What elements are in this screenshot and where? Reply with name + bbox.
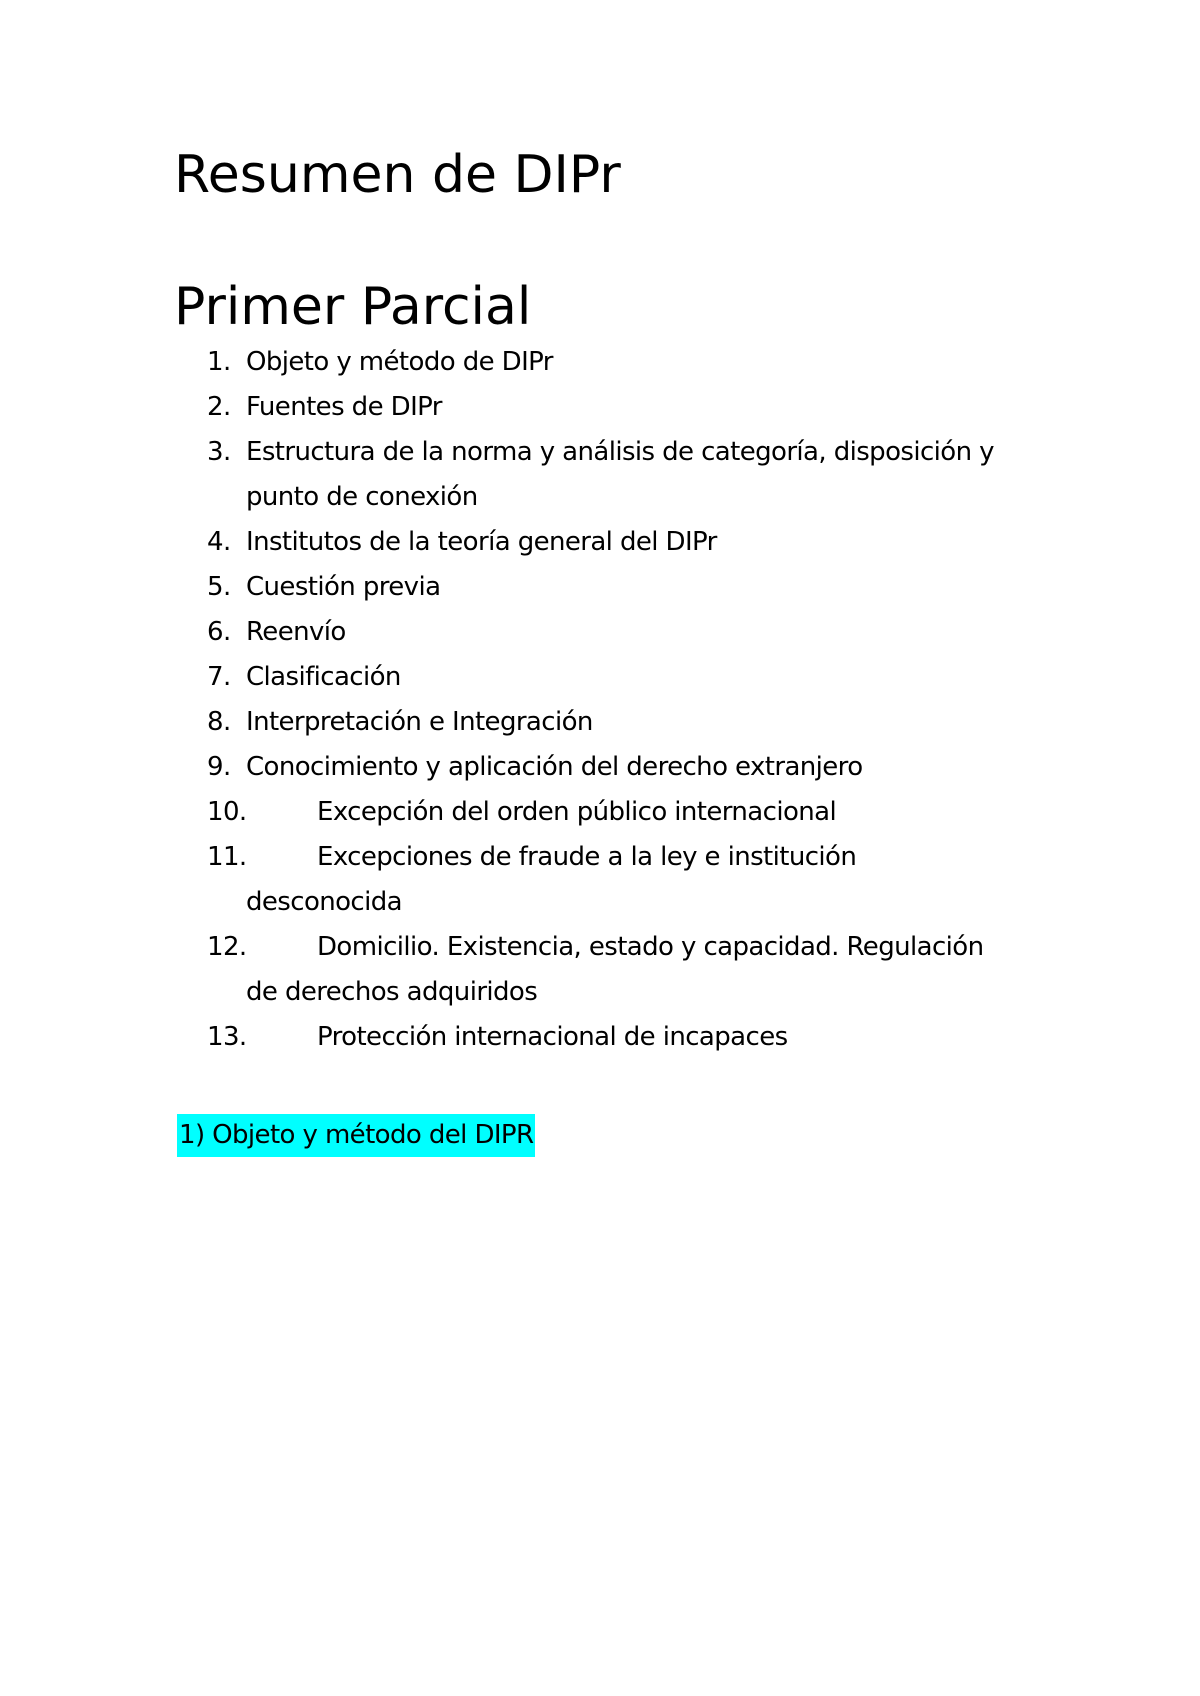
list-item-text: Domicilio. Existencia, estado y capacidad. Regulación [317, 932, 984, 962]
list-item [0, 790, 1200, 835]
list-item [0, 1015, 1200, 1060]
list-item [0, 655, 1200, 700]
list-item-number: 12. [207, 932, 247, 962]
list-item-number: 6. [207, 617, 231, 647]
list-item [0, 610, 1200, 655]
list-item [0, 745, 1200, 790]
list-item-number: 7. [207, 662, 231, 692]
list-item [0, 385, 1200, 430]
list-item-number: 13. [207, 1022, 247, 1052]
list-item-number: 10. [207, 797, 247, 827]
list-item-number: 8. [207, 707, 231, 737]
list-item-number: 2. [207, 392, 231, 422]
table-of-contents [0, 340, 1200, 1060]
list-item-text: Protección internacional de incapaces [317, 1022, 788, 1052]
list-item-number: 5. [207, 572, 231, 602]
list-item-number: 3. [207, 437, 231, 467]
list-item-text: Conocimiento y aplicación del derecho extranjero [246, 752, 863, 782]
list-item-text: Estructura de la norma y análisis de categoría, disposición y [246, 437, 994, 467]
list-item-text: Cuestión previa [246, 572, 441, 602]
highlighted-subheading: 1) Objeto y método del DIPR [177, 1114, 535, 1157]
list-item-text: Clasificación [246, 662, 401, 692]
list-item-text-continuation: desconocida [246, 887, 402, 917]
list-item [0, 700, 1200, 745]
list-item [0, 835, 1200, 925]
list-item-text: Fuentes de DIPr [246, 392, 442, 422]
list-item [0, 565, 1200, 610]
list-item-text: Institutos de la teoría general del DIPr [246, 527, 717, 557]
list-item-text: Objeto y método de DIPr [246, 347, 553, 377]
list-item [0, 520, 1200, 565]
list-item-text: Excepciones de fraude a la ley e institución [317, 842, 857, 872]
document-title: Resumen de DIPr [174, 145, 621, 205]
list-item-text: Interpretación e Integración [246, 707, 593, 737]
list-item-number: 1. [207, 347, 231, 377]
section-title: Primer Parcial [174, 277, 532, 337]
list-item-text-continuation: punto de conexión [246, 482, 478, 512]
list-item-number: 9. [207, 752, 231, 782]
list-item [0, 340, 1200, 385]
list-item-number: 11. [207, 842, 247, 872]
list-item [0, 925, 1200, 1015]
list-item-text: Reenvío [246, 617, 346, 647]
list-item-number: 4. [207, 527, 231, 557]
list-item-text-continuation: de derechos adquiridos [246, 977, 538, 1007]
list-item [0, 430, 1200, 520]
list-item-text: Excepción del orden público internacional [317, 797, 837, 827]
